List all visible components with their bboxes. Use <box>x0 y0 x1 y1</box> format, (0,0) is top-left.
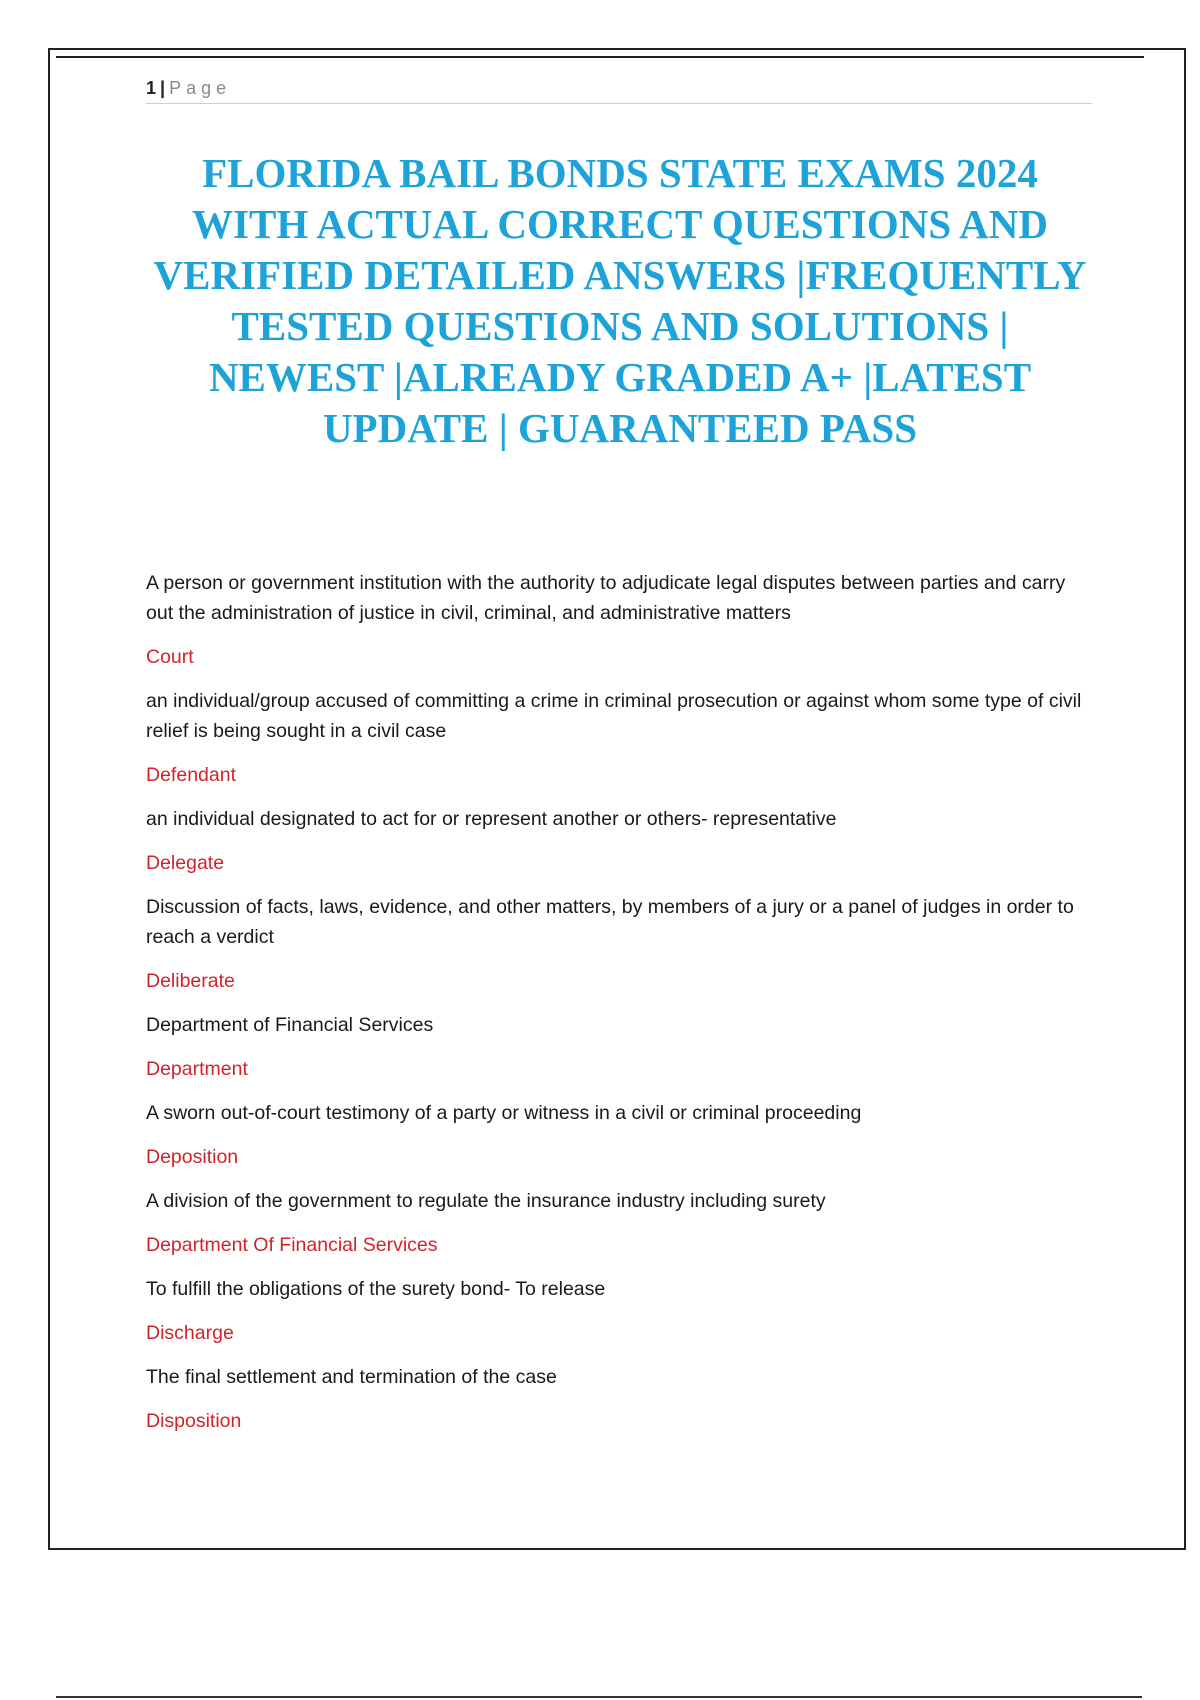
answer-text: Department Of Financial Services <box>146 1234 438 1256</box>
question-text: A person or government institution with the authority to adjudicate legal disputes between parties and carry out the administration of justice in civil, criminal, and administrative matters <box>146 572 1066 624</box>
question-text: an individual designated to act for or represent another or others- representative <box>146 808 837 830</box>
next-page-rule <box>56 1696 1142 1698</box>
answer-text: Delegate <box>146 852 225 874</box>
page-number: 1 <box>146 78 157 98</box>
qa-item <box>146 1010 1096 1084</box>
question-text: To fulfill the obligations of the surety bond- To release <box>146 1278 606 1300</box>
page-separator: | <box>160 78 166 98</box>
qa-item <box>146 1362 1096 1436</box>
qa-item <box>146 1098 1096 1172</box>
answer-text: Deliberate <box>146 970 235 992</box>
answer-text: Disposition <box>146 1410 242 1432</box>
question-text: A sworn out-of-court testimony of a party or witness in a civil or criminal proceeding <box>146 1102 862 1124</box>
answer-text: Deposition <box>146 1146 239 1168</box>
page-frame <box>48 48 1186 1550</box>
question-text: The final settlement and termination of the case <box>146 1366 557 1388</box>
page-label: Page <box>169 78 232 98</box>
qa-item <box>146 568 1096 672</box>
answer-text: Court <box>146 646 194 668</box>
document-title: FLORIDA BAIL BONDS STATE EXAMS 2024 WITH ACTUAL CORRECT QUESTIONS AND VERIFIED DETAILED ANSWERS |FREQUENTLY TESTED QUESTIONS AND SOLUTIONS | NEWEST |ALREADY GRADED A+ |LATEST UPDATE | GUARANTEED PASS <box>153 150 1087 451</box>
question-text: Discussion of facts, laws, evidence, and other matters, by members of a jury or a panel of judges in order to reach a verdict <box>146 896 1074 948</box>
answer-text: Department <box>146 1058 248 1080</box>
qa-item <box>146 1274 1096 1348</box>
qa-item <box>146 1186 1096 1260</box>
top-rule <box>56 56 1144 58</box>
question-text: Department of Financial Services <box>146 1014 434 1036</box>
question-text: A division of the government to regulate the insurance industry including surety <box>146 1190 826 1212</box>
qa-item <box>146 686 1096 790</box>
answer-text: Discharge <box>146 1322 234 1344</box>
qa-item <box>146 892 1096 996</box>
qa-list <box>146 568 1096 1450</box>
answer-text: Defendant <box>146 764 236 786</box>
page-header <box>146 78 1092 104</box>
question-text: an individual/group accused of committing a crime in criminal prosecution or against whom some type of civil relief is being sought in a civil case <box>146 690 1082 742</box>
qa-item <box>146 804 1096 878</box>
